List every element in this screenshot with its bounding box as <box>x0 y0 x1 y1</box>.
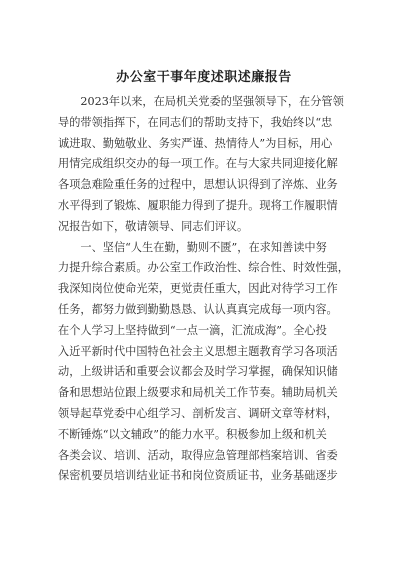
body-line: 况报告如下，敬请领导、同志们评议。 <box>58 219 249 233</box>
body-line: 力提升综合素质。办公室工作政治性、综合性、时效性强， <box>58 261 349 275</box>
body-line: 动，上级讲话和重要会议都会及时学习掌握，确保知识储 <box>58 365 338 379</box>
body-line: 在个人学习上坚持做到“一点一滴，汇流成海”。全心投 <box>58 323 327 337</box>
body-line: 任务，都努力做到勤勤恳恳、认认真真完成每一项内容。 <box>58 302 338 316</box>
body-line: 各项急难险重任务的过程中，思想认识得到了淬炼、业务 <box>58 178 338 192</box>
document-title: 办公室干事年度述职述廉报告 <box>116 70 292 85</box>
body-line: 一、坚信“人生在勤，勤则不匮”，在求知善读中努 <box>58 240 327 254</box>
body-line: 我深知岗位使命光荣，更觉责任重大，因此对待学习工作 <box>58 282 338 296</box>
body-line: 2023年以来，在局机关党委的坚强领导下，在分管领 <box>58 95 344 108</box>
document-body <box>58 92 358 487</box>
body-line: 诚进取、勤勉敬业、务实严谨、热情待人”为目标，用心 <box>58 136 333 150</box>
body-line: 不断锤炼“以文辅政”的能力水平。积极参加上级和机关 <box>58 427 327 441</box>
body-line: 导的带领指挥下，在同志们的帮助支持下，我始终以“忠 <box>58 115 333 129</box>
body-line: 用情完成组织交办的每一项工作。在与大家共同迎接化解 <box>58 157 338 171</box>
body-line: 保密机要员培训结业证书和岗位资质证书，业务基础逐步 <box>58 469 338 483</box>
body-line: 水平得到了锻炼、履职能力得到了提升。现将工作履职情 <box>58 198 338 212</box>
body-line: 入近平新时代中国特色社会主义思想主题教育学习各项活 <box>58 344 338 358</box>
body-line: 备和思想站位跟上级要求和局机关工作节奏。辅助局机关 <box>58 386 338 400</box>
body-line: 领导起草党委中心组学习、剖析发言、调研文章等材料， <box>58 406 338 420</box>
body-line: 各类会议、培训、活动，取得应急管理部档案培训、省委 <box>58 448 338 462</box>
